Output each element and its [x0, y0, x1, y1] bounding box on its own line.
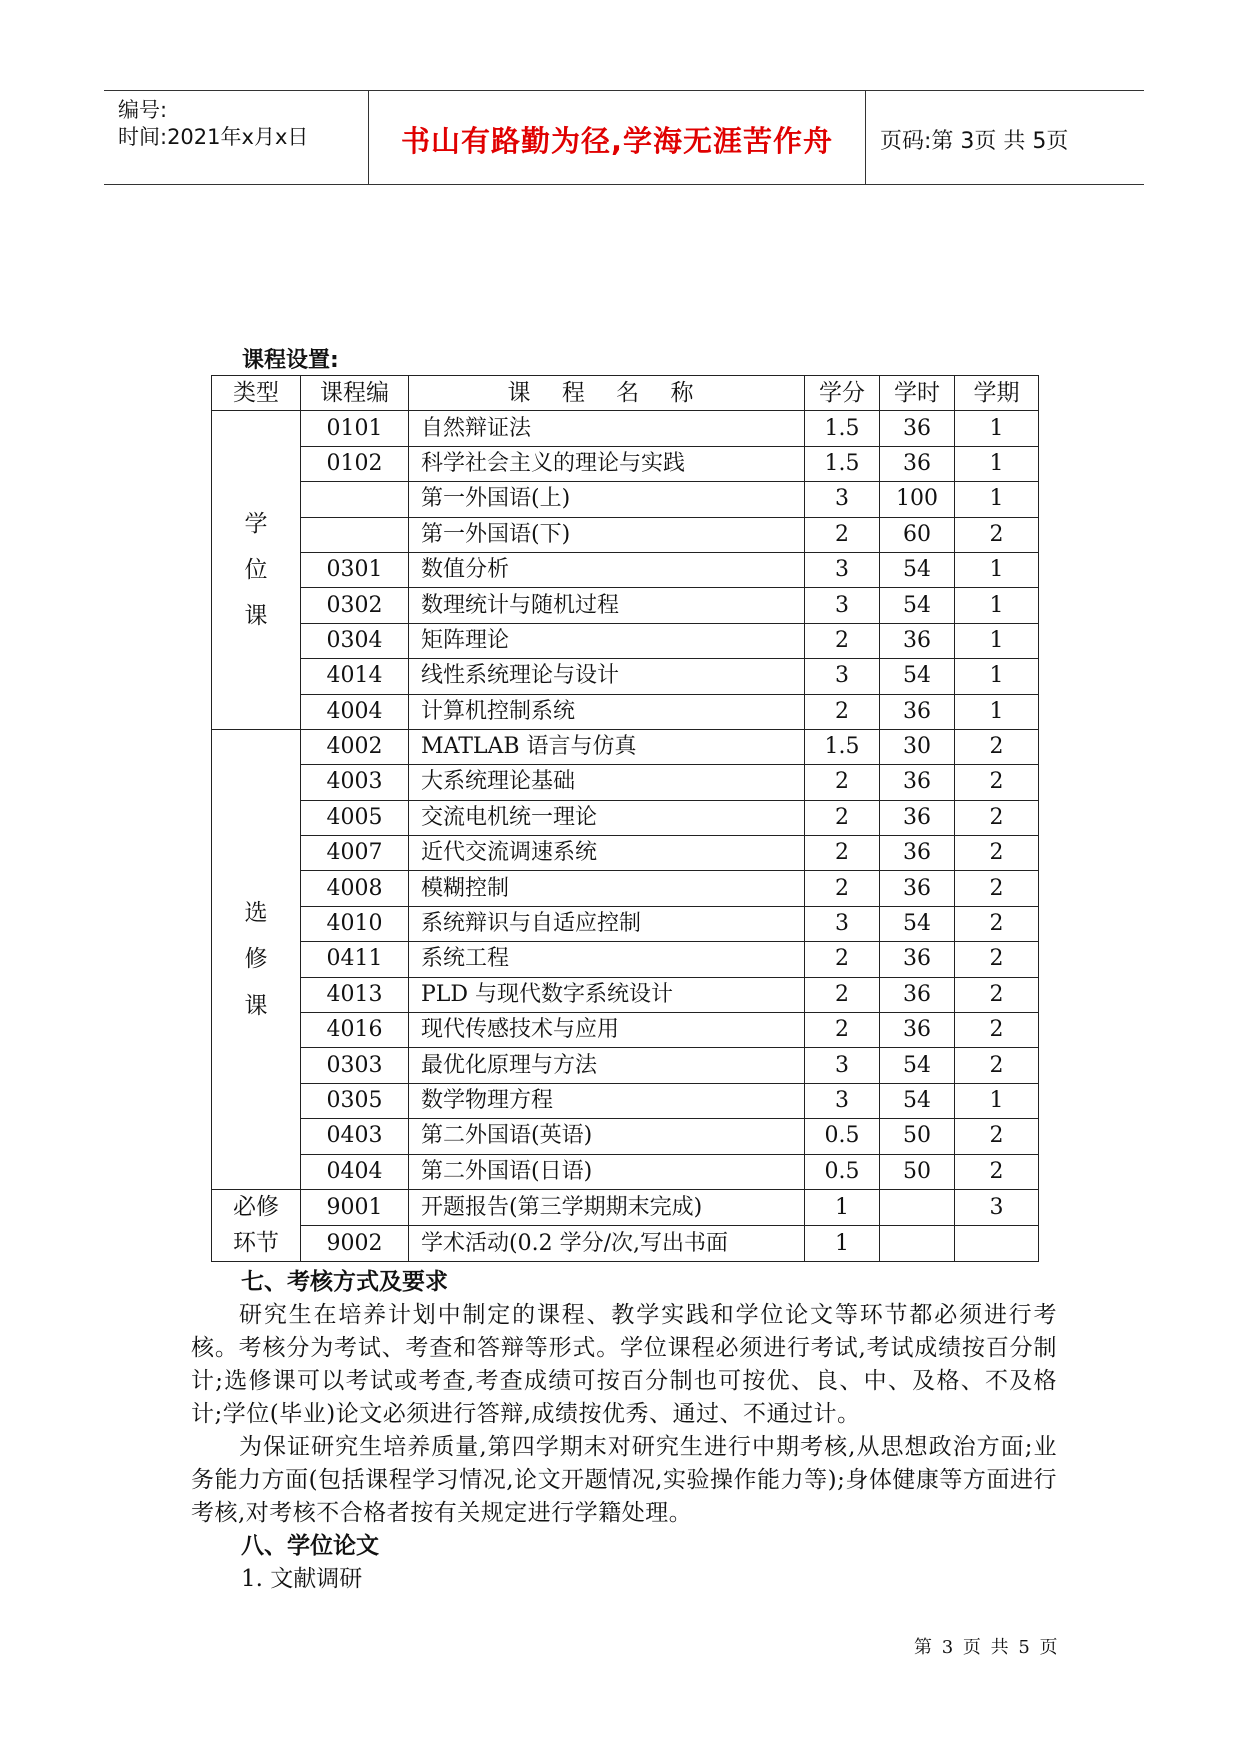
course-code-cell — [301, 482, 409, 517]
course-name-cell: 第一外国语(上) — [409, 482, 805, 517]
table-row — [212, 588, 1039, 623]
table-row — [212, 411, 1039, 446]
credit-cell: 2 — [805, 977, 880, 1012]
table-row — [212, 977, 1039, 1012]
course-name-cell: 自然辩证法 — [409, 411, 805, 446]
hours-cell: 30 — [880, 729, 955, 764]
term-cell: 2 — [955, 1048, 1039, 1083]
course-name-cell: 数学物理方程 — [409, 1083, 805, 1118]
credit-cell: 2 — [805, 694, 880, 729]
credit-cell: 3 — [805, 482, 880, 517]
course-name-cell: 交流电机统一理论 — [409, 800, 805, 835]
course-name-cell: 开题报告(第三学期期末完成) — [409, 1189, 805, 1225]
table-row — [212, 1013, 1039, 1048]
hours-cell: 36 — [880, 446, 955, 481]
category-char: 必修 — [233, 1193, 279, 1220]
hours-cell: 36 — [880, 1013, 955, 1048]
page-footer: 第 3 页 共 5 页 — [914, 1637, 1060, 1658]
document-header — [104, 90, 1144, 185]
table-row — [212, 517, 1039, 552]
hours-cell: 36 — [880, 694, 955, 729]
hours-cell: 50 — [880, 1154, 955, 1189]
course-section-title: 课程设置: — [242, 348, 339, 373]
course-name-cell: MATLAB 语言与仿真 — [409, 729, 805, 764]
category-char: 环节 — [233, 1229, 279, 1256]
credit-cell: 1 — [805, 1226, 880, 1262]
course-code-cell: 4002 — [301, 729, 409, 764]
course-code-cell: 0101 — [301, 411, 409, 446]
course-code-cell: 0411 — [301, 942, 409, 977]
term-cell: 2 — [955, 942, 1039, 977]
term-cell: 2 — [955, 977, 1039, 1012]
term-cell — [955, 1226, 1039, 1262]
course-code-cell: 0303 — [301, 1048, 409, 1083]
category-char: 位 — [244, 557, 268, 584]
document-number-label: 编号: — [118, 98, 168, 122]
course-table-header-row — [212, 376, 1039, 411]
table-row — [212, 552, 1039, 587]
term-cell: 1 — [955, 552, 1039, 587]
category-char: 课 — [244, 992, 268, 1019]
course-code-cell: 9002 — [301, 1226, 409, 1262]
credit-cell: 0.5 — [805, 1119, 880, 1154]
course-name-cell: 系统辩识与自适应控制 — [409, 906, 805, 941]
header-course-name: 课 程 名 称 — [409, 376, 805, 411]
course-name-cell: 现代传感技术与应用 — [409, 1013, 805, 1048]
table-row — [212, 800, 1039, 835]
section7-paragraph-1: 研究生在培养计划中制定的课程、教学实践和学位论文等环节都必须进行考核。考核分为考试、考查和答辩等形式。学位课程必须进行考试,考试成绩按百分制计;选修课可以考试或考查,考查成绩可按百分制也可按优、良、中、及格、不及格计;学位(毕业)论文必须进行答辩,成绩按优秀、通过、不通过计。 — [191, 1302, 1057, 1427]
course-name-cell: 计算机控制系统 — [409, 694, 805, 729]
table-row — [212, 446, 1039, 481]
course-code-cell: 4003 — [301, 765, 409, 800]
course-name-cell: 矩阵理论 — [409, 623, 805, 658]
category-char: 学 — [244, 510, 268, 537]
table-row — [212, 694, 1039, 729]
hours-cell: 36 — [880, 623, 955, 658]
term-cell: 2 — [955, 1154, 1039, 1189]
credit-cell: 2 — [805, 623, 880, 658]
credit-cell: 1 — [805, 1189, 880, 1225]
table-row — [212, 1083, 1039, 1118]
category-cell — [212, 1189, 301, 1261]
table-row — [212, 623, 1039, 658]
hours-cell: 50 — [880, 1119, 955, 1154]
course-code-cell: 4005 — [301, 800, 409, 835]
term-cell: 1 — [955, 446, 1039, 481]
credit-cell: 2 — [805, 1013, 880, 1048]
hours-cell: 54 — [880, 659, 955, 694]
header-credit: 学分 — [805, 376, 880, 411]
course-code-cell — [301, 517, 409, 552]
category-char: 修 — [244, 946, 268, 973]
term-cell: 2 — [955, 1013, 1039, 1048]
term-cell: 1 — [955, 1083, 1039, 1118]
course-code-cell: 4014 — [301, 659, 409, 694]
credit-cell: 3 — [805, 659, 880, 694]
hours-cell: 100 — [880, 482, 955, 517]
course-name-cell: 科学社会主义的理论与实践 — [409, 446, 805, 481]
course-table — [211, 375, 1039, 1262]
course-name-cell: 第二外国语(日语) — [409, 1154, 805, 1189]
credit-cell: 3 — [805, 906, 880, 941]
header-motto: 书山有路勤为径,学海无涯苦作舟 — [400, 124, 834, 158]
term-cell: 1 — [955, 411, 1039, 446]
term-cell: 1 — [955, 659, 1039, 694]
table-row — [212, 1226, 1039, 1262]
credit-cell: 2 — [805, 517, 880, 552]
hours-cell: 54 — [880, 1048, 955, 1083]
course-name-cell: 数值分析 — [409, 552, 805, 587]
course-code-cell: 4013 — [301, 977, 409, 1012]
course-code-cell: 0302 — [301, 588, 409, 623]
course-code-cell: 0102 — [301, 446, 409, 481]
course-code-cell: 4016 — [301, 1013, 409, 1048]
term-cell: 1 — [955, 623, 1039, 658]
hours-cell: 36 — [880, 871, 955, 906]
credit-cell: 1.5 — [805, 446, 880, 481]
section8-heading: 八、学位论文 — [241, 1533, 379, 1559]
course-name-cell: 大系统理论基础 — [409, 765, 805, 800]
header-type: 类型 — [212, 376, 301, 411]
hours-cell — [880, 1189, 955, 1225]
table-row — [212, 659, 1039, 694]
header-code: 课程编 — [301, 376, 409, 411]
course-name-cell: 第一外国语(下) — [409, 517, 805, 552]
document-time-label: 时间:2021年x月x日 — [118, 125, 309, 149]
header-middle-cell — [369, 91, 866, 184]
table-row — [212, 1119, 1039, 1154]
hours-cell: 36 — [880, 411, 955, 446]
credit-cell: 3 — [805, 1048, 880, 1083]
term-cell: 2 — [955, 800, 1039, 835]
hours-cell: 54 — [880, 1083, 955, 1118]
table-row — [212, 482, 1039, 517]
table-row — [212, 906, 1039, 941]
course-name-cell: 第二外国语(英语) — [409, 1119, 805, 1154]
term-cell: 2 — [955, 517, 1039, 552]
category-cell — [212, 411, 301, 730]
table-row — [212, 942, 1039, 977]
credit-cell: 3 — [805, 588, 880, 623]
header-hours: 学时 — [880, 376, 955, 411]
term-cell: 1 — [955, 694, 1039, 729]
table-row — [212, 871, 1039, 906]
course-code-cell: 0404 — [301, 1154, 409, 1189]
course-name-cell: 学术活动(0.2 学分/次,写出书面 — [409, 1226, 805, 1262]
category-cell — [212, 729, 301, 1189]
credit-cell: 1.5 — [805, 729, 880, 764]
credit-cell: 2 — [805, 871, 880, 906]
course-code-cell: 4004 — [301, 694, 409, 729]
course-code-cell: 0301 — [301, 552, 409, 587]
table-row — [212, 1048, 1039, 1083]
header-page-label: 页码:第 3页 共 5页 — [880, 129, 1069, 154]
hours-cell: 36 — [880, 977, 955, 1012]
credit-cell: 3 — [805, 1083, 880, 1118]
credit-cell: 0.5 — [805, 1154, 880, 1189]
term-cell: 1 — [955, 482, 1039, 517]
hours-cell: 54 — [880, 588, 955, 623]
course-code-cell: 9001 — [301, 1189, 409, 1225]
hours-cell: 54 — [880, 552, 955, 587]
table-row — [212, 1189, 1039, 1225]
section8-item-1: 1. 文献调研 — [241, 1566, 363, 1592]
hours-cell: 36 — [880, 765, 955, 800]
credit-cell: 1.5 — [805, 411, 880, 446]
course-name-cell: PLD 与现代数字系统设计 — [409, 977, 805, 1012]
course-code-cell: 0304 — [301, 623, 409, 658]
course-code-cell: 0403 — [301, 1119, 409, 1154]
credit-cell: 2 — [805, 836, 880, 871]
credit-cell: 2 — [805, 765, 880, 800]
course-name-cell: 系统工程 — [409, 942, 805, 977]
course-name-cell: 最优化原理与方法 — [409, 1048, 805, 1083]
hours-cell: 54 — [880, 906, 955, 941]
category-char: 课 — [244, 603, 268, 630]
header-right-cell — [866, 91, 1144, 184]
header-term: 学期 — [955, 376, 1039, 411]
credit-cell: 2 — [805, 942, 880, 977]
course-name-cell: 数理统计与随机过程 — [409, 588, 805, 623]
term-cell: 3 — [955, 1189, 1039, 1225]
hours-cell — [880, 1226, 955, 1262]
term-cell: 2 — [955, 836, 1039, 871]
term-cell: 2 — [955, 906, 1039, 941]
course-name-cell: 近代交流调速系统 — [409, 836, 805, 871]
term-cell: 2 — [955, 765, 1039, 800]
course-table-body — [212, 411, 1039, 1262]
hours-cell: 60 — [880, 517, 955, 552]
category-char: 选 — [244, 900, 268, 927]
table-row — [212, 1154, 1039, 1189]
header-left-cell — [104, 91, 369, 184]
table-row — [212, 729, 1039, 764]
credit-cell: 3 — [805, 552, 880, 587]
course-code-cell: 4008 — [301, 871, 409, 906]
term-cell: 2 — [955, 1119, 1039, 1154]
term-cell: 2 — [955, 729, 1039, 764]
table-row — [212, 765, 1039, 800]
term-cell: 2 — [955, 871, 1039, 906]
course-code-cell: 0305 — [301, 1083, 409, 1118]
course-name-cell: 模糊控制 — [409, 871, 805, 906]
course-code-cell: 4010 — [301, 906, 409, 941]
hours-cell: 36 — [880, 800, 955, 835]
term-cell: 1 — [955, 588, 1039, 623]
course-name-cell: 线性系统理论与设计 — [409, 659, 805, 694]
section7-heading: 七、考核方式及要求 — [241, 1269, 448, 1295]
table-row — [212, 836, 1039, 871]
section7-paragraph-2: 为保证研究生培养质量,第四学期末对研究生进行中期考核,从思想政治方面;业务能力方面(包括课程学习情况,论文开题情况,实验操作能力等);身体健康等方面进行考核,对考核不合格者按有关规定进行学籍处理。 — [191, 1434, 1057, 1526]
hours-cell: 36 — [880, 836, 955, 871]
credit-cell: 2 — [805, 800, 880, 835]
course-code-cell: 4007 — [301, 836, 409, 871]
hours-cell: 36 — [880, 942, 955, 977]
body-text — [191, 1266, 1057, 1596]
